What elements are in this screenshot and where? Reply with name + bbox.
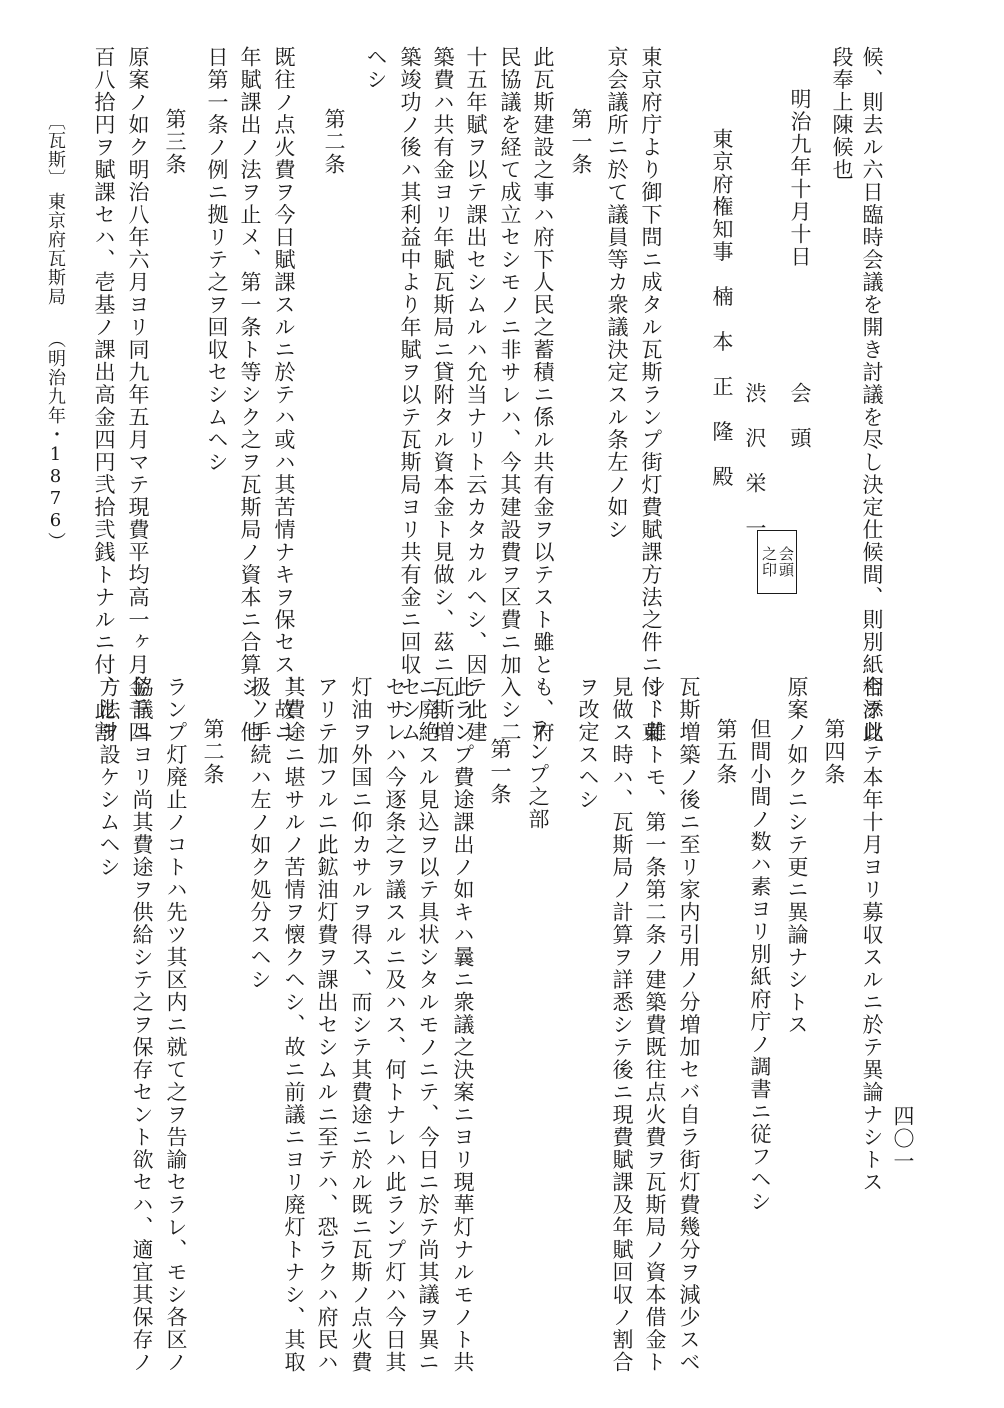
text-column-lower-15: 灯油ヲ外国ニ仰カサルヲ得ス、而シテ其費途ニ於ル既ニ瓦斯ノ点火費 — [349, 676, 373, 1374]
chairman-seal — [757, 530, 797, 594]
footer-column-3: （明治九年・1876） — [45, 330, 66, 551]
seal-text-1: 会頭 — [777, 546, 795, 578]
text-column-upper-2: 段奉上陳候也 — [830, 46, 854, 181]
text-column-lower-21: 協議ニヨリ尚其費途ヲ供給シテ之ヲ保存セント欲セハ、適宜其保存ノ — [130, 676, 154, 1374]
text-column-upper-7: 東京府庁より御下問ニ成タル瓦斯ランプ街灯費賦課方法之件ニ付、東 — [639, 46, 663, 744]
text-column-upper-4: 会 頭 — [788, 382, 812, 450]
text-column-upper-16: 第二条 — [322, 108, 346, 176]
text-column-upper-21: 原案ノ如ク明治八年六月ヨリ同九年五月マテ現費平均高一ヶ月金千四 — [126, 46, 150, 744]
seal-text-2: 之印 — [760, 546, 778, 578]
text-column-upper-14: 築竣功ノ後ハ其利益中より年賦ヲ以テ瓦斯局ヨリ共有金ニ回収セシム — [398, 46, 422, 744]
text-column-lower-2: 第四条 — [822, 718, 846, 786]
text-column-lower-19: 第二条 — [201, 718, 225, 786]
text-column-upper-22: 百八拾円ヲ賦課セハ、壱基ノ課出高金四円弐拾弐銭トナルニ付、此割 — [92, 46, 116, 744]
text-column-upper-8: 京会議所ニ於て議員等カ衆議決定スル条左ノ如シ — [605, 46, 629, 541]
text-column-lower-10: ランプ之部 — [526, 718, 550, 831]
text-column-upper-5: 渋 沢 栄 一 — [743, 382, 767, 540]
text-column-lower-9: ヲ改定スヘシ — [576, 676, 600, 811]
text-column-lower-22: 方法ヲ設ケシムヘシ — [97, 676, 121, 879]
text-column-upper-18: 年賦課出ノ法ヲ止メ、第一条ト等シク之ヲ瓦斯局ノ資本ニ合算シ、他 — [238, 46, 262, 744]
text-column-lower-14: セサレハ今逐条之ヲ議スルニ及ハス、何トナレハ此ランプ灯ハ今日其 — [383, 676, 407, 1374]
text-column-upper-17: 既往ノ点火費ヲ今日賦課スルニ於テハ或ハ其苦情ナキヲ保セス、故ニ — [272, 46, 296, 744]
text-column-upper-10: 此瓦斯建設之事ハ府下人民之蓄積ニ係ル共有金ヲ以テスト雖とも、府 — [531, 46, 555, 744]
text-column-upper-19: 日第一条ノ例ニ拠リテ之ヲ回収セシムヘシ — [205, 46, 229, 474]
text-column-upper-13: 築費ハ共有金ヨリ年賦瓦斯局ニ貸附タル資本金ト見做シ、茲ニ瓦斯増 — [431, 46, 455, 744]
text-column-lower-13: ニ廃絶スル見込ヲ以テ具状シタルモノニテ、今日ニ於テ尚其議ヲ異ニ — [416, 676, 440, 1374]
footer-column-1: 〔瓦斯〕 — [45, 112, 66, 188]
page-number: 四〇一 — [891, 1105, 915, 1173]
footer-column-2: 東京府瓦斯局 — [45, 192, 66, 306]
text-column-lower-20: ランプ灯廃止ノコトハ先ツ其区内ニ就て之ヲ告諭セラレ、モシ各区ノ — [164, 676, 188, 1374]
text-column-upper-9: 第一条 — [569, 108, 593, 176]
text-column-lower-17: 其費途ニ堪サルノ苦情ヲ懐クヘシ、故ニ前議ニヨリ廃灯トナシ、其取 — [282, 676, 306, 1374]
text-column-upper-15: ヘシ — [364, 46, 388, 91]
text-column-upper-3: 明治九年十月十日 — [788, 88, 812, 268]
text-column-upper-1: 候、則去ル六日臨時会議を開き討議を尽し決定仕候間、則別紙相添此 — [860, 46, 884, 744]
text-column-lower-12: 此ランプ費途課出ノ如キハ曩ニ衆議之決案ニヨリ現華灯ナルモノト共 — [451, 676, 475, 1374]
text-column-lower-16: アリテ加フルニ此鉱油灯費ヲ課出セシムルニ至テハ、恐ラクハ府民ハ — [315, 676, 339, 1374]
text-column-upper-12: 十五年賦ヲ以テ課出セシムルハ允当ナリト云カタカルヘシ、因テ此建 — [464, 46, 488, 744]
text-column-upper-20: 第三条 — [163, 108, 187, 176]
text-column-lower-4: 但間小間ノ数ハ素ヨリ別紙府庁ノ調書ニ従フヘシ — [748, 718, 772, 1213]
text-column-lower-5: 第五条 — [714, 718, 738, 786]
text-column-lower-6: 瓦斯増築ノ後ニ至リ家内引用ノ分増加セバ自ラ街灯費幾分ヲ減少スベ — [677, 676, 701, 1374]
text-column-upper-11: 民協議を経て成立セシモノニ非サレハ、今其建設費ヲ区費ニ加入シ二 — [498, 46, 522, 744]
text-column-lower-1: 合ヲ以テ本年十月ヨリ募収スルニ於テ異論ナシトス — [860, 676, 884, 1194]
text-column-upper-6: 東京府権知事 楠 本 正 隆 殿 — [710, 128, 734, 488]
text-column-lower-11: 第一条 — [488, 738, 512, 806]
text-column-lower-3: 原案ノ如クニシテ更ニ異論ナシトス — [785, 676, 809, 1036]
text-column-lower-18: 扱ノ手続ハ左ノ如ク処分スヘシ — [248, 676, 272, 991]
text-column-lower-8: 見做ス時ハ、瓦斯局ノ計算ヲ詳悉シテ後ニ現費賦課及年賦回収ノ割合 — [610, 676, 634, 1374]
text-column-lower-7: シト雖トモ、第一条第二条ノ建築費既往点火費ヲ瓦斯局ノ資本借金ト — [643, 676, 667, 1374]
